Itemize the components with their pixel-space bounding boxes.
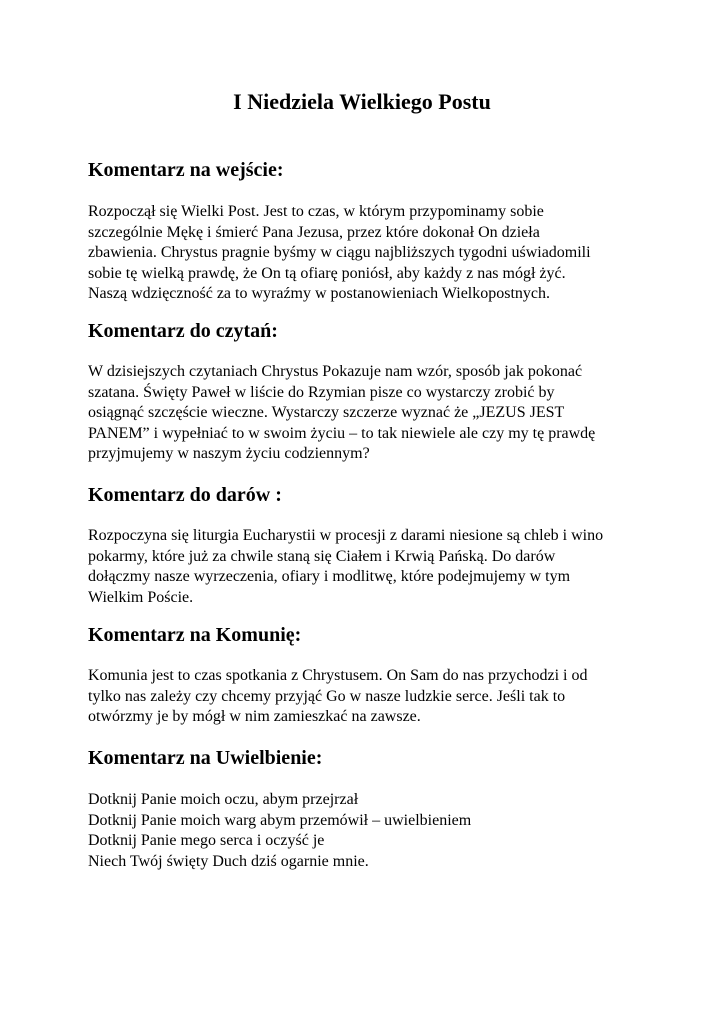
paragraph-line: Dotknij Panie moich oczu, abym przejrzał <box>88 791 359 808</box>
section-heading-komunie: Komentarz na Komunię: <box>88 624 302 646</box>
paragraph-line: szatana. Święty Paweł w liście do Rzymian pisze co wystarczy zrobić by <box>88 383 555 401</box>
paragraph-line: osiągnąć szczęście wieczne. Wystarczy szczerze wyznać że „JEZUS JEST <box>88 404 565 421</box>
section-paragraph-wejscie <box>88 202 648 305</box>
paragraph-line: tylko nas zależy czy chcemy przyjąć Go w nasze ludzkie serce. Jeśli tak to <box>88 687 566 705</box>
paragraph-line: Niech Twój święty Duch dziś ogarnie mnie. <box>88 852 369 870</box>
section-paragraph-komunie <box>88 666 648 728</box>
paragraph-line: Dotknij Panie mego serca i oczyść je <box>88 832 325 849</box>
paragraph-line: Rozpoczął się Wielki Post. Jest to czas, w którym przypominamy sobie <box>88 203 544 220</box>
paragraph-line: Rozpoczyna się liturgia Eucharystii w procesji z darami niesione są chleb i wino <box>88 527 604 544</box>
section-heading-wejscie: Komentarz na wejście: <box>88 159 284 181</box>
section-paragraph-darow <box>88 526 648 608</box>
paragraph-line: pokarmy, które już za chwile staną się Ciałem i Krwią Pańską. Do darów <box>88 547 556 565</box>
document-title: I Niedziela Wielkiego Postu <box>233 89 491 114</box>
paragraph-line: otwórzmy je by mógł w nim zamieszkać na zawsze. <box>88 708 421 725</box>
paragraph-line: W dzisiejszych czytaniach Chrystus Pokazuje nam wzór, sposób jak pokonać <box>88 363 583 380</box>
paragraph-line: szczególnie Mękę i śmierć Pana Jezusa, przez które dokonał On dzieła <box>88 223 540 241</box>
section-paragraph-uwielbienie <box>88 790 648 872</box>
paragraph-line: Dotknij Panie moich warg abym przemówił – uwielbieniem <box>88 811 472 829</box>
section-paragraph-czytan <box>88 362 648 465</box>
paragraph-line: Wielkim Poście. <box>88 588 194 606</box>
section-heading-darow: Komentarz do darów : <box>88 484 282 506</box>
paragraph-line: PANEM” i wypełniać to w swoim życiu – to tak niewiele ale czy my tę prawdę <box>88 424 596 442</box>
paragraph-line: dołączmy nasze wyrzeczenia, ofiary i modlitwę, które podejmujemy w tym <box>88 568 571 585</box>
section-heading-czytan: Komentarz do czytań: <box>88 320 278 342</box>
paragraph-line: Naszą wdzięczność za to wyraźmy w postanowieniach Wielkopostnych. <box>88 285 551 302</box>
section-heading-uwielbienie: Komentarz na Uwielbienie: <box>88 747 323 769</box>
paragraph-line: zbawienia. Chrystus pragnie byśmy w ciągu najbliższych tygodni uświadomili <box>88 244 591 261</box>
paragraph-line: Komunia jest to czas spotkania z Chrystusem. On Sam do nas przychodzi i od <box>88 667 588 684</box>
paragraph-line: przyjmujemy w naszym życiu codziennym? <box>88 445 370 462</box>
paragraph-line: sobie tę wielką prawdę, że On tą ofiarę poniósł, aby każdy z nas mógł żyć. <box>88 264 566 282</box>
